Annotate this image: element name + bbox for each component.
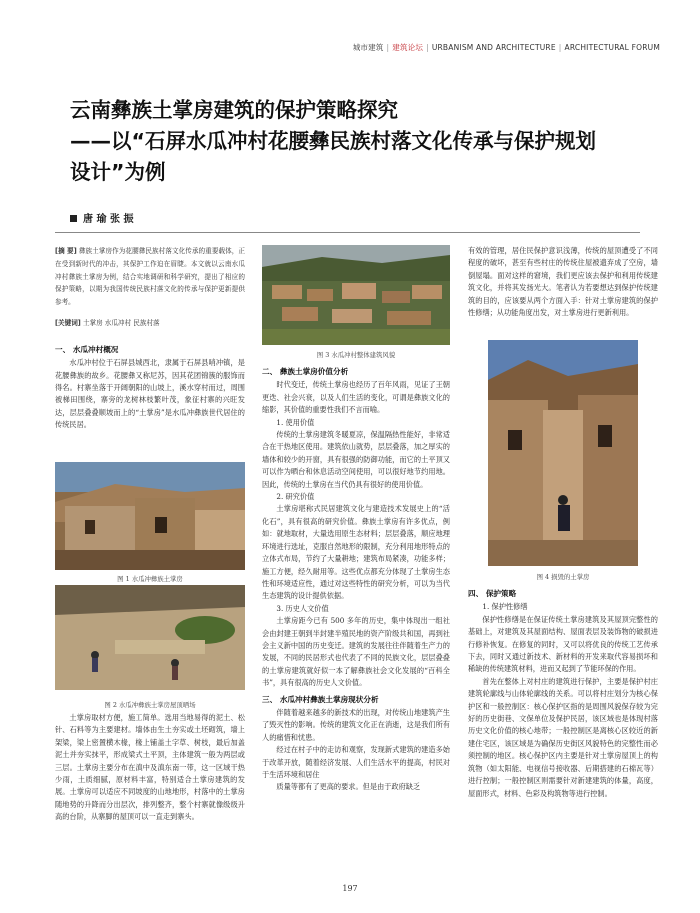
authors <box>70 210 133 225</box>
figure-2-caption: 图 2 水瓜冲彝族土掌房屋顶晒场 <box>104 701 196 709</box>
header-section: 城市建筑 <box>352 43 384 52</box>
keywords <box>55 317 245 330</box>
figure-4-caption: 图 4 损毁的土掌房 <box>536 573 590 581</box>
column-1 <box>55 245 245 432</box>
section-2-heading: 二、 彝族土掌房价值分析 <box>262 367 349 376</box>
section-1-text: 水瓜冲村位于石屏县城西北，隶属于石屏县哨冲镇，是花腰彝族的故乡。花腰彝又称尼苏，因其花团锦簇的服饰而得名。村寨坐落于开阔朝阳的山坡上，溪水穿村而过，周围被梯田围绕，寨旁的龙树林枝繁叶茂，象征村寨的兴旺发达，层层叠叠顺坡而上的“土掌房”是水瓜冲彝族世代居住的传统民居。 <box>55 358 245 430</box>
figure-1-photo <box>55 462 245 570</box>
column-3 <box>468 245 658 319</box>
strategy-1-heading: 1. 保护性修缮 <box>482 602 528 612</box>
column-1-lower <box>55 712 245 824</box>
divider <box>55 232 640 233</box>
header-journal-en: URBANISM AND ARCHITECTURE <box>431 43 556 52</box>
abstract <box>55 245 245 309</box>
section-3-text-2: 经过在村子中的走访和观察，发现新式建筑的建造多始于改革开放，随着经济发展、人们生活水平的提高，村民对于生活环境和居住 <box>262 745 450 779</box>
figure-1-caption: 图 1 水瓜冲彝族土掌房 <box>117 575 183 583</box>
section-1-heading: 一、 水瓜冲村概况 <box>55 344 119 354</box>
section-2-text: 时代变迁，传统土掌房也经历了百年风雨，见证了王朝更迭、社会兴衰，以及人们生活的变化，可谓是彝族文化的缩影，其价值的重要性我们不言而喻。 <box>262 380 450 415</box>
figure-3-photo <box>262 245 450 345</box>
continuation-text: 有效的管理，居住民保护意识浅薄，传统的屋顶遭受了不同程度的破坏，甚至有些村庄的传统住屋被遗弃成了空房，墙倒屋塌。面对这样的窘境，我们更应该去保护和利用传统建筑文化，并将其发扬光大。笔者认为若要想达到保护传统建筑的目的，应该要从两个方面入手：针对土掌房建筑的保护性修缮；从功能角度出发，对土掌房进行更新利用。 <box>468 246 658 318</box>
value-3-heading: 3. 历史人文价值 <box>276 603 329 613</box>
section-3-text-3: 质量等都有了更高的要求。但是由于政府缺乏 <box>276 782 421 792</box>
section-4-heading: 四、 保护策略 <box>468 589 517 598</box>
value-2-text: 土掌房堪称式民居建筑文化与建造技术发展史上的“活化石”，具有很高的研究价值。彝族土掌房有许多优点，例如：就地取材，大量选用原生态材料；层层叠落，顺应地理环境进行选址，克服自然地形的限制，充分利用地形特点的立体式布局，节约了大量耕地；建筑布局紧凑，功能多样；施工方便，经久耐用等。这些优点都充分体现了土掌房生态性和环境适应性，通过对这些特性的研究分析，可以为当代生态建筑的设计提供依据。 <box>262 504 450 601</box>
title-line-2: ——以“石屏水瓜冲村花腰彝民族村落文化传承与保护规划 <box>70 129 596 153</box>
title-line-1: 云南彝族土掌房建筑的保护策略探究 <box>70 98 398 122</box>
author-names: 唐 瑜 张 振 <box>83 214 134 225</box>
article-title <box>70 95 670 188</box>
strategy-1-text-2: 首先在整体上对村庄的建筑进行保护，主要是保护村庄建筑轮廓线与山体轮廓线的关系。可以将村庄划分为核心保护区和一般控制区：核心保护区指的是周围风貌保存较为完好的历史街巷、文保单位及保护民居，该区域也是体现村落历史文化价值的核心地带；一般控制区是离核心区较近的新建住宅区，该区域是为确保历史街区风貌特色的完整性而必须控制的地区。核心保护区内主要是针对土掌房屋顶上的构筑物（如太阳能、电视信号接收器、后期搭建的石棉瓦等）进行控制；一般控制区则需要针对新建建筑的体量，高度，屋面形式，材料、色彩及构筑物等进行控制。 <box>468 676 658 798</box>
header-column: 建筑论坛 <box>392 43 424 52</box>
figure-2-photo <box>55 585 245 690</box>
figure-3-caption: 图 3 水瓜冲村整体建筑风貌 <box>316 351 396 359</box>
header-column-en: ARCHITECTURAL FORUM <box>564 43 660 52</box>
value-1-heading: 1. 使用价值 <box>276 417 315 427</box>
section-3-text-1: 伴随着越来越多的新技术的出现，对传统山地建筑产生了毁灭性的影响。传统的建筑文化正在消逝，这是我们所有人的痛惜和忧患。 <box>262 707 450 742</box>
value-2-heading: 2. 研究价值 <box>276 492 315 502</box>
section-1-text-2: 土掌房取材方便，施工简单。选用当地易得的泥土、松针、石料等为主要建材。墙体由生土夯实或土坯砌筑，墙上架梁，梁上密置横木椽，椽上铺盖土字草、树枝，最后加盖泥土并夯实抹平，形成梁式土平顶，主体建筑一般为两层或三层。土掌房主要分布在滇中及滇东南一带，这一区域干热少雨，土质细腻，原材料丰富，特别适合土掌房建筑的发展。土掌房可以适应不同坡度的山地地形，村落中的土掌房随地势的升降而分出层次，排列整齐，整个村寨就像级级升高的台阶，从寨脚的屋顶可以一直走到寨头。 <box>55 713 245 822</box>
keywords-text: 土掌房 水瓜冲村 民族村落 <box>82 318 160 327</box>
abstract-label: [摘 要] <box>55 247 77 255</box>
page-number: 197 <box>342 884 358 893</box>
value-1-text: 传统的土掌房建筑冬暖夏凉，保温隔热性能好，非常适合在干热地区使用。建筑依山就势，层层叠落，加之厚实的墙体和较少的开窗，具有很强的防御功能，而它的土平顶又可以作为晒台和休息活动空间使用，可以很好地节约用地。因此，传统的土掌房在当代仍具有很好的使用价值。 <box>262 430 450 489</box>
keywords-label: [关键词] <box>55 318 81 327</box>
running-header: 城市建筑 | 建筑论坛 | URBANISM AND ARCHITECTURE | ARCHITECTURAL FORUM <box>352 43 660 52</box>
figure-4-photo <box>488 340 638 566</box>
abstract-text: 彝族土掌房作为花腰彝民族村落文化传承的重要载体，正在受到新时代的冲击，其保护工作迫在眉睫。本文就以云南水瓜冲村彝族土掌房为例，结合实地调研和科学研究，提出了相应的保护策略，以期为我国传统民族村落文化的传承与保护更新提供参考。 <box>55 247 246 307</box>
column-3-lower <box>468 584 658 800</box>
value-3-text: 土掌房距今已有 500 多年的历史，集中体现出一组社会由封建王朝到半封建半殖民地的资产阶级共和国，再到社会主义新中国的历史变迁。建筑的发展往往伴随着生产力的发展，不同的民居形式也代表了不同的民族文化，层层叠叠的土掌房建筑就好似一本了解彝族社会文化发展的“百科全书”，具有很高的历史人文价值。 <box>262 616 450 688</box>
column-2 <box>262 362 450 794</box>
title-line-3: 设计”为例 <box>70 160 166 184</box>
author-marker-icon <box>70 215 77 222</box>
section-3-heading: 三、 水瓜冲村彝族土掌房现状分析 <box>262 694 379 704</box>
strategy-1-text-1: 保护性修缮是在保证传统土掌房建筑及其屋顶完整性的基础上，对建筑及其屋面结构、屋面表层及装饰物的破损进行修补恢复。在修复的同时，又可以将优良的传统工艺传承下去，同时又通过新技术、新材料的开发来取代容易损坏和稀缺的传统建筑材料，进而又起到了节能环保的作用。 <box>468 614 658 674</box>
